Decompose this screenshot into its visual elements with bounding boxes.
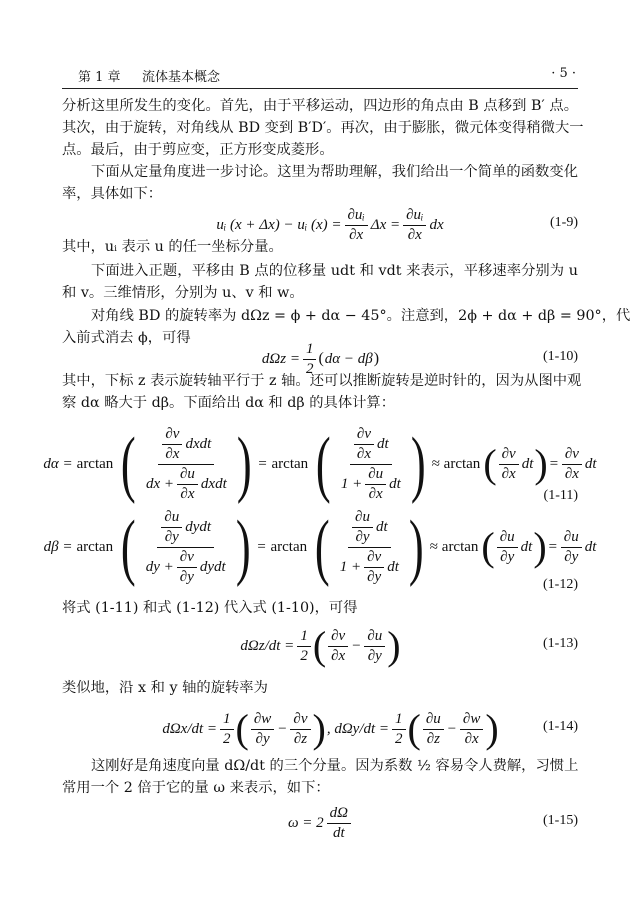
numerator <box>348 509 391 548</box>
math-text: dx + <box>145 475 174 492</box>
denominator <box>291 730 310 748</box>
denominator <box>364 568 384 586</box>
running-header-title: 流体基本概念 <box>142 70 221 85</box>
math-text: ∂y <box>255 730 270 747</box>
math-text: ∂x <box>349 226 364 243</box>
math-text: ω = 2 <box>287 814 324 831</box>
fraction <box>337 509 402 586</box>
paragraph-line: 其次，由于旋转，对角线从 BD 变到 B′D′。再次，由于膨胀，微元体变得稍微大一 <box>62 120 584 136</box>
page-number: · 5 · <box>551 66 576 81</box>
paragraph-line: 类似地，沿 x 和 y 轴的旋转率为 <box>62 680 268 696</box>
parenthesized-group <box>235 706 326 751</box>
math-text: ∂u <box>368 465 384 482</box>
numerator <box>352 509 373 528</box>
numerator <box>392 711 406 730</box>
math-text: = <box>547 538 558 555</box>
math-text: ∂uᵢ <box>406 206 424 223</box>
equation-number: (1-10) <box>543 349 578 364</box>
paragraph-line: 其中，uᵢ 表示 u 的任一坐标分量。 <box>62 239 283 255</box>
equation <box>220 763 420 883</box>
denominator <box>337 548 402 586</box>
fraction <box>162 426 182 463</box>
math-text: ∂z <box>426 730 440 747</box>
math-text: dΩx/dt = <box>162 720 218 737</box>
denominator <box>497 548 517 566</box>
fraction <box>364 549 384 586</box>
math-text: dt <box>377 435 389 452</box>
fraction <box>499 446 519 483</box>
math-text: dt <box>389 475 401 492</box>
math-text: ∂x <box>464 730 479 747</box>
math-text: 1 <box>300 627 308 644</box>
math-text: ∂w <box>253 710 272 727</box>
fraction <box>251 711 274 748</box>
numerator <box>499 446 519 465</box>
paragraph-line: 点。最后，由于剪应变，正方形变成菱形。 <box>62 142 334 158</box>
math-text: ∂v <box>367 548 382 565</box>
parenthesized-group <box>310 506 428 588</box>
math-text: 1 + <box>340 475 363 492</box>
numerator <box>162 426 182 445</box>
math-text: dΩz/dt = <box>240 637 295 654</box>
math-text: ∂y <box>164 528 179 545</box>
math-text: dt <box>387 558 399 575</box>
math-text: ∂x <box>165 445 180 462</box>
left-paren: ( <box>121 506 136 588</box>
numerator <box>303 341 317 360</box>
parenthesized-group <box>481 524 547 569</box>
fraction <box>161 509 182 546</box>
denominator <box>346 226 366 244</box>
math-text: ∂y <box>367 647 382 664</box>
math-text: ∂x <box>501 465 516 482</box>
right-paren: ) <box>533 524 547 569</box>
denominator <box>220 730 234 748</box>
paragraph-line: 这刚好是角速度向量 dΩ/dt 的三个分量。因为系数 ½ 容易令人费解，习惯上 <box>91 758 579 774</box>
math-text: ∂u <box>179 465 195 482</box>
fraction <box>352 509 373 546</box>
denominator <box>392 730 406 748</box>
numerator <box>251 711 274 730</box>
math-text: dx <box>429 216 444 233</box>
denominator <box>330 824 348 842</box>
right-paren: ) <box>312 706 326 751</box>
fraction <box>327 805 351 842</box>
left-paren: ( <box>312 623 327 668</box>
numerator <box>158 426 214 465</box>
numerator <box>350 426 392 465</box>
math-text: ∂y <box>367 568 382 585</box>
math-text: 2 <box>223 730 231 747</box>
math-text: , dΩy/dt = <box>326 720 390 737</box>
right-paren: ) <box>408 506 424 588</box>
denominator <box>365 647 385 665</box>
fraction <box>290 711 310 748</box>
fraction <box>403 207 426 244</box>
math-text: ∂u <box>164 508 180 525</box>
math-function: arctan <box>441 538 479 555</box>
math-text: ∂v <box>564 445 579 462</box>
paragraph-line: 对角线 BD 的旋转率为 dΩz = ϕ + dα − 45°。注意到，2ϕ + dα + dβ = 90°，代 <box>91 308 631 324</box>
running-header-chapter: 第 1 章 <box>78 70 121 85</box>
numerator <box>354 426 374 445</box>
math-text: ≈ <box>431 455 440 472</box>
math-text: ∂x <box>356 445 371 462</box>
parenthesized-group <box>407 706 499 751</box>
left-paren: ( <box>121 423 137 505</box>
fraction <box>392 711 406 748</box>
fraction <box>297 628 311 665</box>
left-paren: ( <box>483 441 497 486</box>
math-text: = <box>257 455 268 472</box>
math-text: ∂v <box>179 548 194 565</box>
left-paren: ( <box>318 350 324 367</box>
fraction <box>460 711 483 748</box>
math-function: arctan <box>271 455 309 472</box>
fraction <box>497 529 518 566</box>
math-text: 2 <box>395 730 403 747</box>
math-text: 1 <box>305 340 314 357</box>
parenthesized-group <box>318 351 379 368</box>
denominator <box>162 445 182 463</box>
math-text: uᵢ (x + Δx) − uᵢ (x) = <box>216 216 342 233</box>
left-paren: ( <box>407 706 421 751</box>
denominator <box>499 465 519 483</box>
math-text: dα − dβ <box>324 350 373 367</box>
numerator <box>157 509 214 548</box>
math-text: ∂x <box>180 485 195 502</box>
math-function: arctan <box>76 538 114 555</box>
right-paren: ) <box>534 441 548 486</box>
left-paren: ( <box>316 423 331 505</box>
numerator <box>177 549 197 568</box>
math-text: ∂u <box>425 710 441 727</box>
equation-number: (1-9) <box>550 215 578 230</box>
math-text: − <box>351 637 362 654</box>
paragraph-line: 下面进入正题，平移由 B 点的位移量 udt 和 vdt 来表示，平移速率分别为 u <box>91 263 578 279</box>
equation-number: (1-13) <box>543 636 578 651</box>
math-text: ∂x <box>368 485 383 502</box>
parenthesized-group <box>483 441 548 486</box>
numerator <box>220 711 234 730</box>
math-text: ≈ <box>429 538 438 555</box>
math-text: ∂v <box>165 425 180 442</box>
math-text: ∂y <box>355 528 370 545</box>
math-text: = <box>256 538 267 555</box>
paragraph-line: 率，具体如下： <box>62 186 163 202</box>
math-text: ∂u <box>563 528 579 545</box>
denominator <box>303 360 317 378</box>
math-text: ∂u <box>499 528 515 545</box>
denominator <box>177 568 197 586</box>
math-text: Δx = <box>370 216 401 233</box>
math-text: dxdt <box>200 475 227 492</box>
fraction <box>220 711 234 748</box>
math-text: 1 + <box>339 558 362 575</box>
denominator <box>328 647 348 665</box>
right-paren: ) <box>410 423 426 505</box>
math-text: ∂y <box>179 568 194 585</box>
parenthesized-group <box>116 506 255 588</box>
denominator <box>352 528 372 546</box>
denominator <box>562 465 582 483</box>
denominator <box>561 548 581 566</box>
math-text: dydt <box>199 558 226 575</box>
numerator <box>497 529 518 548</box>
math-function: arctan <box>270 538 308 555</box>
math-text: dt <box>375 518 388 535</box>
denominator <box>253 730 273 748</box>
math-text: ∂w <box>462 710 481 727</box>
numerator <box>562 446 582 465</box>
paragraph-line: 察 dα 略大于 dβ。下面给出 dα 和 dβ 的具体计算： <box>62 395 396 411</box>
math-text: ∂uᵢ <box>347 206 365 223</box>
math-text: ∂v <box>293 710 308 727</box>
math-text: − <box>446 720 457 737</box>
right-paren: ) <box>235 506 251 588</box>
numerator <box>290 711 310 730</box>
left-paren: ( <box>235 706 249 751</box>
fraction <box>177 549 197 586</box>
math-text: dy + <box>145 558 174 575</box>
numerator <box>161 509 182 528</box>
parenthesized-group <box>312 623 401 668</box>
denominator <box>354 445 374 463</box>
equation <box>150 165 510 285</box>
numerator <box>423 711 444 730</box>
math-text: ∂v <box>331 627 346 644</box>
right-paren: ) <box>373 350 380 367</box>
math-text: 2 <box>305 360 314 377</box>
numerator <box>364 628 385 647</box>
math-text: dt <box>584 538 597 555</box>
equation-number: (1-11) <box>543 488 578 503</box>
paragraph-line: 常用一个 2 倍于它的量 ω 来表示，如下： <box>62 780 330 796</box>
math-text: ∂y <box>564 548 579 565</box>
fraction <box>345 207 368 244</box>
header-rule <box>62 88 578 89</box>
equation-number: (1-15) <box>543 813 578 828</box>
math-text: dxdt <box>185 435 212 452</box>
math-text: ∂x <box>407 226 422 243</box>
fraction <box>562 446 582 483</box>
right-paren: ) <box>236 423 252 505</box>
math-text: dt <box>521 455 534 472</box>
numerator <box>297 628 311 647</box>
math-text: dβ = <box>43 538 73 555</box>
fraction <box>354 426 374 463</box>
math-text: 1 <box>223 710 231 727</box>
math-text: dΩ <box>329 804 349 821</box>
math-text: − <box>277 720 288 737</box>
math-text: ∂v <box>356 425 371 442</box>
numerator <box>177 466 198 485</box>
math-text: ∂z <box>293 730 308 747</box>
left-paren: ( <box>481 524 495 569</box>
fraction <box>303 341 317 378</box>
numerator <box>365 466 386 485</box>
paragraph-line: 下面从定量角度进一步讨论。这里为帮助理解，我们给出一个简单的函数变化 <box>91 164 578 180</box>
math-text: dt <box>584 455 597 472</box>
math-text: dt <box>520 538 533 555</box>
math-text: dt <box>333 824 345 841</box>
math-text: 2 <box>300 647 308 664</box>
numerator <box>327 805 351 824</box>
fraction <box>143 509 229 586</box>
denominator <box>162 528 182 546</box>
paragraph-line: 和 v。三维情形，分别为 u、v 和 w。 <box>62 285 304 301</box>
denominator <box>143 548 229 586</box>
paragraph-line: 分析这里所发生的变化。首先，由于平移运动，四边形的角点由 B 点移到 B′ 点。 <box>62 98 578 114</box>
denominator <box>405 226 425 244</box>
math-text: dΩz = <box>261 350 300 367</box>
paragraph-line: 将式 (1-11) 和式 (1-12) 代入式 (1-10)，可得 <box>62 600 358 616</box>
paragraph-line: 其中，下标 z 表示旋转轴平行于 z 轴。还可以推断旋转是逆时针的，因为从图中观 <box>62 373 582 389</box>
math-text: ∂v <box>501 445 516 462</box>
math-text: dydt <box>185 518 212 535</box>
paragraph-line: 入前式消去 ϕ，可得 <box>62 330 191 346</box>
math-text: ∂u <box>367 627 383 644</box>
math-text: 1 <box>395 710 403 727</box>
fraction <box>423 711 444 748</box>
equation-number: (1-14) <box>543 719 578 734</box>
right-paren: ) <box>485 706 499 751</box>
equation <box>200 299 440 419</box>
math-text: = <box>548 455 559 472</box>
numerator <box>328 628 348 647</box>
equation-number: (1-12) <box>543 577 578 592</box>
numerator <box>460 711 483 730</box>
numerator <box>345 207 368 226</box>
denominator <box>424 730 443 748</box>
numerator <box>364 549 384 568</box>
numerator <box>403 207 426 226</box>
math-text: ∂x <box>331 647 346 664</box>
denominator <box>462 730 482 748</box>
fraction <box>561 529 582 566</box>
math-text: ∂u <box>355 508 370 525</box>
math-function: arctan <box>443 455 481 472</box>
fraction <box>364 628 385 665</box>
denominator <box>297 647 311 665</box>
fraction <box>328 628 348 665</box>
math-text: dα = <box>43 455 73 472</box>
math-text: ∂y <box>500 548 515 565</box>
left-paren: ( <box>315 506 330 588</box>
math-function: arctan <box>76 455 114 472</box>
numerator <box>561 529 582 548</box>
right-paren: ) <box>387 623 401 668</box>
math-text: ∂x <box>564 465 579 482</box>
